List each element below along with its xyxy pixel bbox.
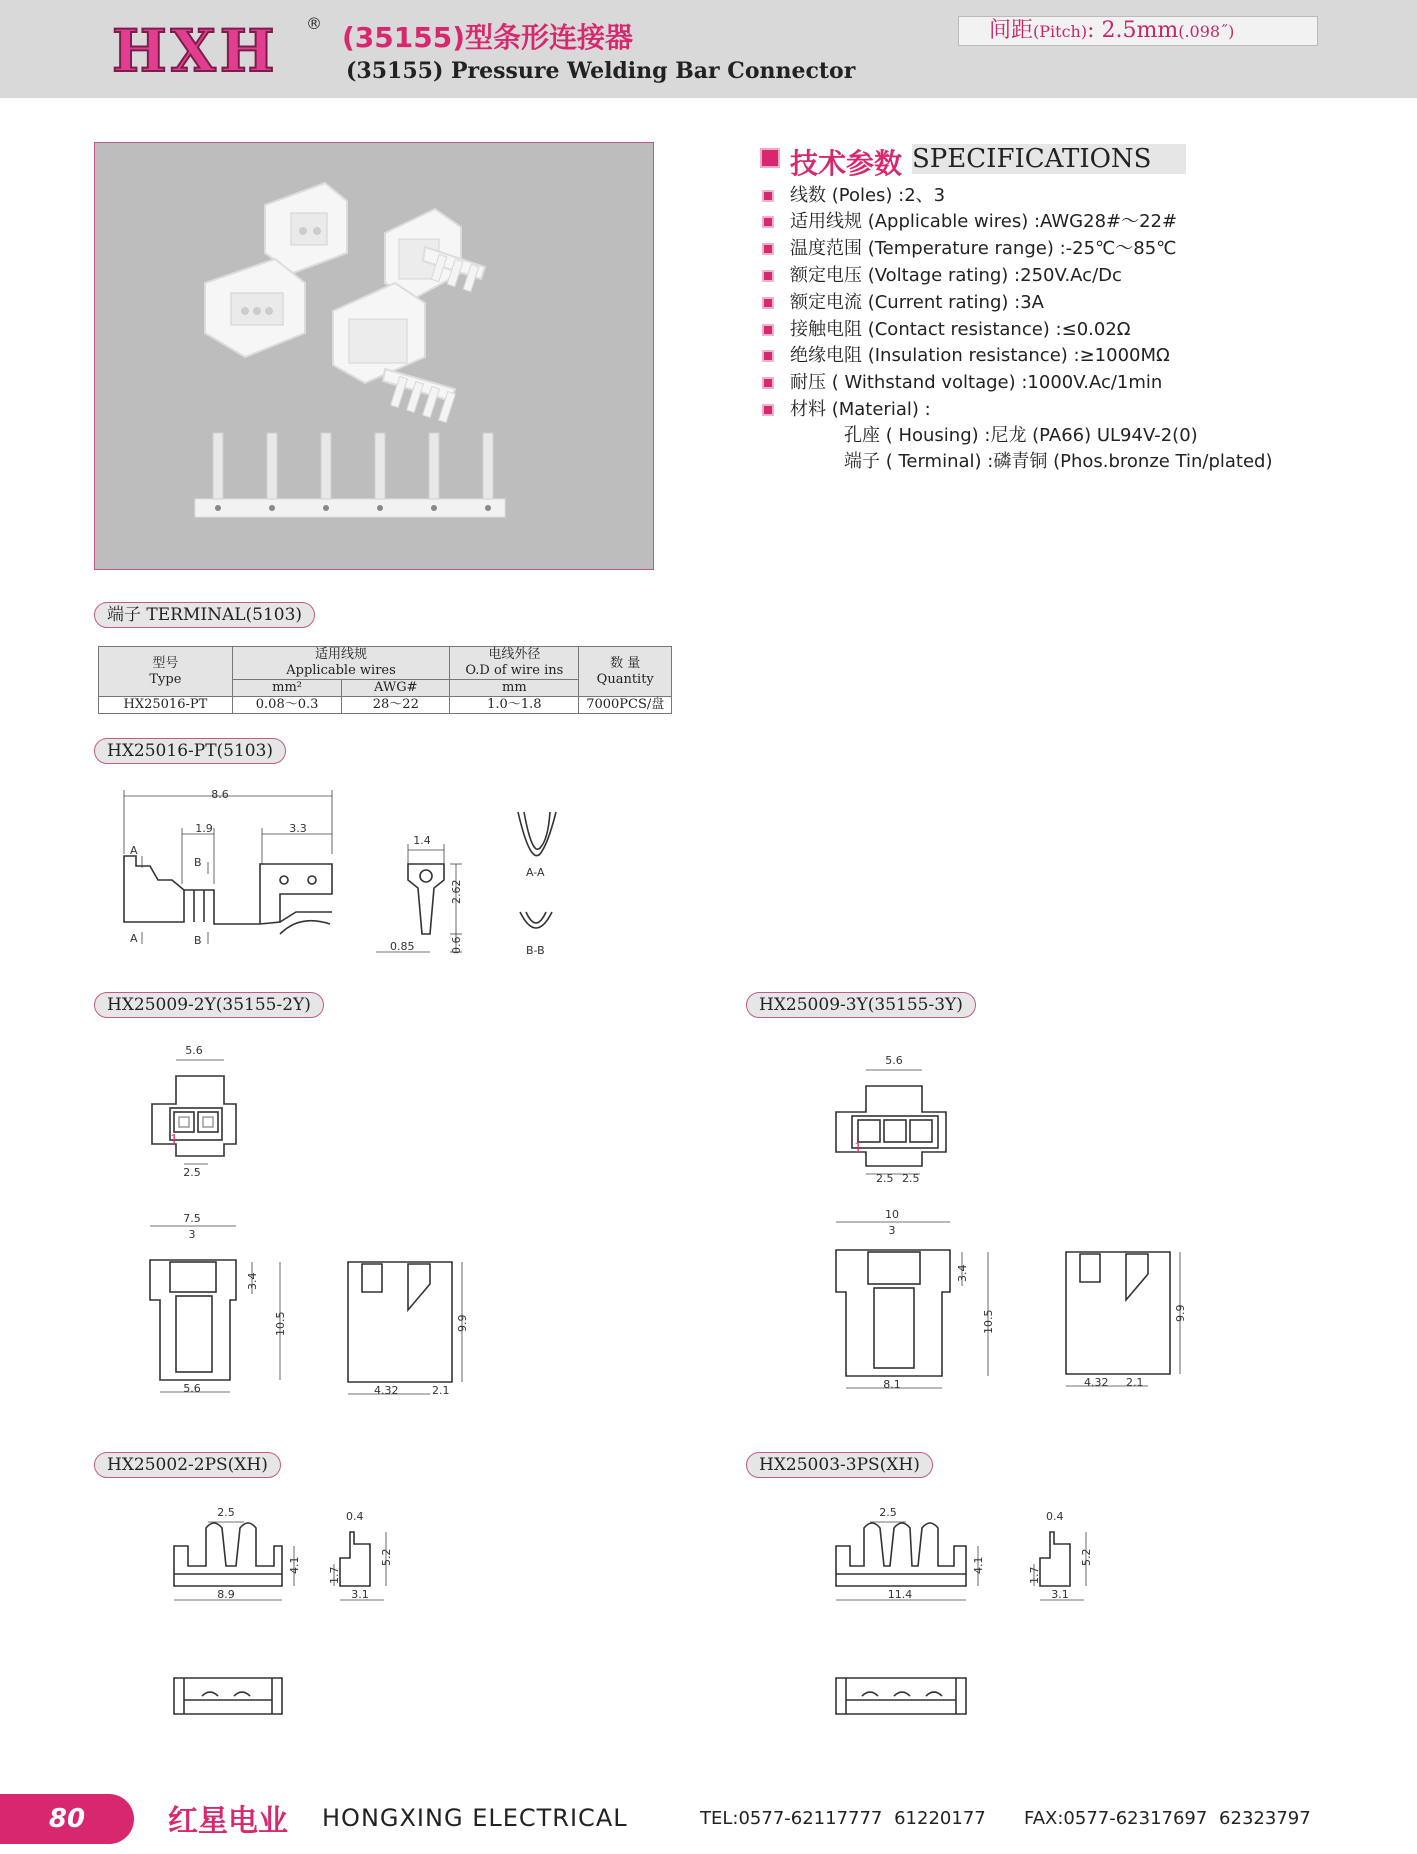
bullet-icon bbox=[762, 243, 774, 255]
pitch-inch: (.098˝) bbox=[1178, 22, 1235, 41]
bullet-icon bbox=[762, 190, 774, 202]
dim-04: 0.4 bbox=[346, 1510, 364, 1523]
th-awg: AWG# bbox=[342, 680, 450, 697]
drawing-2ps bbox=[170, 1504, 440, 1724]
terminal-spec-table bbox=[98, 646, 672, 714]
page-number-badge: 80 bbox=[0, 1794, 134, 1844]
spec-row: 温度范围 (Temperature range) :-25℃～85℃ bbox=[762, 237, 1176, 261]
pin-1-marker: 1 bbox=[170, 1133, 179, 1148]
section-tag-2ps: HX25002-2PS(XH) bbox=[94, 1452, 281, 1478]
dim-21: 2.1 bbox=[1126, 1376, 1144, 1389]
bullet-square-icon bbox=[760, 148, 780, 168]
dim-17: 1.7 bbox=[328, 1566, 341, 1584]
dim-432: 4.32 bbox=[1084, 1376, 1109, 1389]
hxh-logo: HXH bbox=[112, 17, 279, 85]
th-wires: 适用线规 Applicable wires bbox=[232, 647, 449, 680]
material-housing: 孔座 ( Housing) :尼龙 (PA66) UL94V-2(0) bbox=[844, 425, 1198, 446]
dim-height: 2.62 bbox=[450, 879, 463, 904]
dim-21: 2.1 bbox=[432, 1384, 450, 1397]
dim-pitch: 2.5 bbox=[879, 1506, 897, 1519]
section-aa-label: A-A bbox=[526, 866, 545, 879]
th-type: 型号 Type bbox=[99, 647, 233, 697]
dim-pitch: 2.5 bbox=[217, 1506, 235, 1519]
pitch-box bbox=[958, 16, 1318, 46]
dim-3: 3 bbox=[188, 1228, 196, 1241]
bullet-icon bbox=[762, 377, 774, 389]
bullet-icon bbox=[762, 404, 774, 416]
dim-width: 8.9 bbox=[217, 1588, 235, 1601]
dim-bottom-width: 5.6 bbox=[183, 1382, 201, 1395]
dim-d2: 3.3 bbox=[289, 822, 307, 835]
dim-99: 9.9 bbox=[456, 1314, 469, 1332]
section-b-top: B bbox=[194, 856, 202, 869]
bullet-icon bbox=[762, 297, 774, 309]
pin-1-marker: 1 bbox=[854, 1141, 863, 1156]
dim-34: 3.4 bbox=[246, 1272, 259, 1290]
housing-2pin-photo bbox=[265, 183, 347, 273]
dim-04: 0.4 bbox=[1046, 1510, 1064, 1523]
spec-row: 额定电压 (Voltage rating) :250V.Ac/Dc bbox=[762, 264, 1122, 288]
dim-width: 5.6 bbox=[885, 1054, 903, 1067]
registered-mark: ® bbox=[306, 14, 322, 33]
spec-title-en: SPECIFICATIONS bbox=[912, 144, 1186, 174]
th-mm2: mm² bbox=[232, 680, 342, 697]
brand-english: HONGXING ELECTRICAL bbox=[322, 1804, 628, 1832]
section-tag-2y: HX25009-2Y(35155-2Y) bbox=[94, 992, 324, 1018]
terminal-section-tag: 端子 TERMINAL(5103) bbox=[94, 602, 315, 628]
dim-width: 11.4 bbox=[887, 1588, 913, 1601]
ps-3pin-photo bbox=[383, 369, 455, 423]
th-od: 电线外径 O.D of wire ins bbox=[450, 647, 579, 680]
dim-total-width: 7.5 bbox=[183, 1212, 201, 1225]
bullet-icon bbox=[762, 216, 774, 228]
dim-width: 5.6 bbox=[185, 1044, 203, 1057]
material-terminal: 端子 ( Terminal) :磷青铜 (Phos.bronze Tin/plated) bbox=[844, 451, 1273, 472]
spec-row: 线数 (Poles) :2、3 bbox=[762, 184, 945, 208]
dim-pitch-2: 2.5 bbox=[902, 1172, 920, 1185]
footer-telephone: TEL:0577-62117777 61220177 bbox=[700, 1808, 986, 1829]
dim-31: 3.1 bbox=[351, 1588, 369, 1601]
pitch-cn: 间距 bbox=[989, 18, 1034, 43]
drawing-terminal-pt bbox=[120, 784, 580, 964]
spec-title-cn: 技术参数 bbox=[790, 147, 903, 180]
footer-fax: FAX:0577-62317697 62323797 bbox=[1024, 1808, 1311, 1829]
dim-432: 4.32 bbox=[374, 1384, 399, 1397]
dim-41: 4.1 bbox=[972, 1556, 985, 1574]
table-row: HX25016-PT 0.08～0.3 28～22 1.0～1.8 7000PCS/盘 bbox=[99, 697, 672, 714]
bullet-icon bbox=[762, 270, 774, 282]
dim-31: 3.1 bbox=[1051, 1588, 1069, 1601]
spec-row: 接触电阻 (Contact resistance) :≤0.02Ω bbox=[762, 318, 1131, 342]
dim-41: 4.1 bbox=[288, 1556, 301, 1574]
section-a-top: A bbox=[130, 844, 138, 857]
bullet-icon bbox=[762, 324, 774, 336]
dim-bottom-h: 0.6 bbox=[450, 936, 463, 954]
th-qty: 数 量 Quantity bbox=[579, 647, 672, 697]
dim-105: 10.5 bbox=[982, 1309, 995, 1334]
dim-width: 1.4 bbox=[413, 834, 431, 847]
pitch-value: 2.5mm bbox=[1101, 18, 1179, 43]
dim-pitch: 2.5 bbox=[183, 1166, 201, 1179]
title-chinese: (35155)型条形连接器 bbox=[342, 21, 634, 54]
pitch-sep: : bbox=[1087, 18, 1095, 43]
section-tag-3ps: HX25003-3PS(XH) bbox=[746, 1452, 933, 1478]
title-english: (35155) Pressure Welding Bar Connector bbox=[346, 58, 856, 84]
pitch-label: (Pitch) bbox=[1033, 22, 1088, 41]
section-b-bottom: B bbox=[194, 934, 202, 947]
drawing-3y bbox=[826, 1052, 1186, 1412]
dim-d1: 1.9 bbox=[195, 822, 213, 835]
dim-17: 1.7 bbox=[1028, 1566, 1041, 1584]
drawing-3ps bbox=[832, 1504, 1132, 1724]
dim-bottom-width: 8.1 bbox=[883, 1378, 901, 1391]
terminal-strip-photo bbox=[195, 433, 505, 517]
section-tag-3y: HX25009-3Y(35155-3Y) bbox=[746, 992, 976, 1018]
section-tag-pt: HX25016-PT(5103) bbox=[94, 738, 286, 764]
th-od-unit: mm bbox=[450, 680, 579, 697]
dim-52: 5.2 bbox=[380, 1548, 393, 1566]
dim-105: 10.5 bbox=[274, 1311, 287, 1336]
specifications-heading bbox=[760, 142, 1186, 180]
dim-length: 8.6 bbox=[211, 788, 229, 801]
dim-3: 3 bbox=[888, 1224, 896, 1237]
drawing-2y bbox=[140, 1040, 470, 1410]
section-a-bottom: A bbox=[130, 932, 138, 945]
bullet-icon bbox=[762, 350, 774, 362]
product-photo bbox=[94, 142, 654, 570]
brand-chinese: 红星电业 bbox=[168, 1804, 288, 1839]
spec-row: 材料 (Material) : bbox=[762, 398, 931, 422]
dim-34: 3.4 bbox=[956, 1264, 969, 1282]
dim-52: 5.2 bbox=[1080, 1548, 1093, 1566]
dim-total-width: 10 bbox=[885, 1208, 899, 1221]
spec-row: 额定电流 (Current rating) :3A bbox=[762, 291, 1044, 315]
section-bb-label: B-B bbox=[526, 944, 545, 957]
connector-3y-photo bbox=[333, 283, 425, 383]
spec-row: 绝缘电阻 (Insulation resistance) :≥1000MΩ bbox=[762, 344, 1170, 368]
spec-row: 耐压 ( Withstand voltage) :1000V.Ac/1min bbox=[762, 371, 1162, 395]
spec-row: 适用线规 (Applicable wires) :AWG28#～22# bbox=[762, 210, 1177, 234]
dim-bottom-w: 0.85 bbox=[390, 940, 415, 953]
housing-3pin-photo bbox=[205, 259, 305, 357]
dim-pitch-1: 2.5 bbox=[876, 1172, 894, 1185]
product-photo-illustration bbox=[95, 143, 653, 569]
dim-99: 9.9 bbox=[1174, 1304, 1187, 1322]
